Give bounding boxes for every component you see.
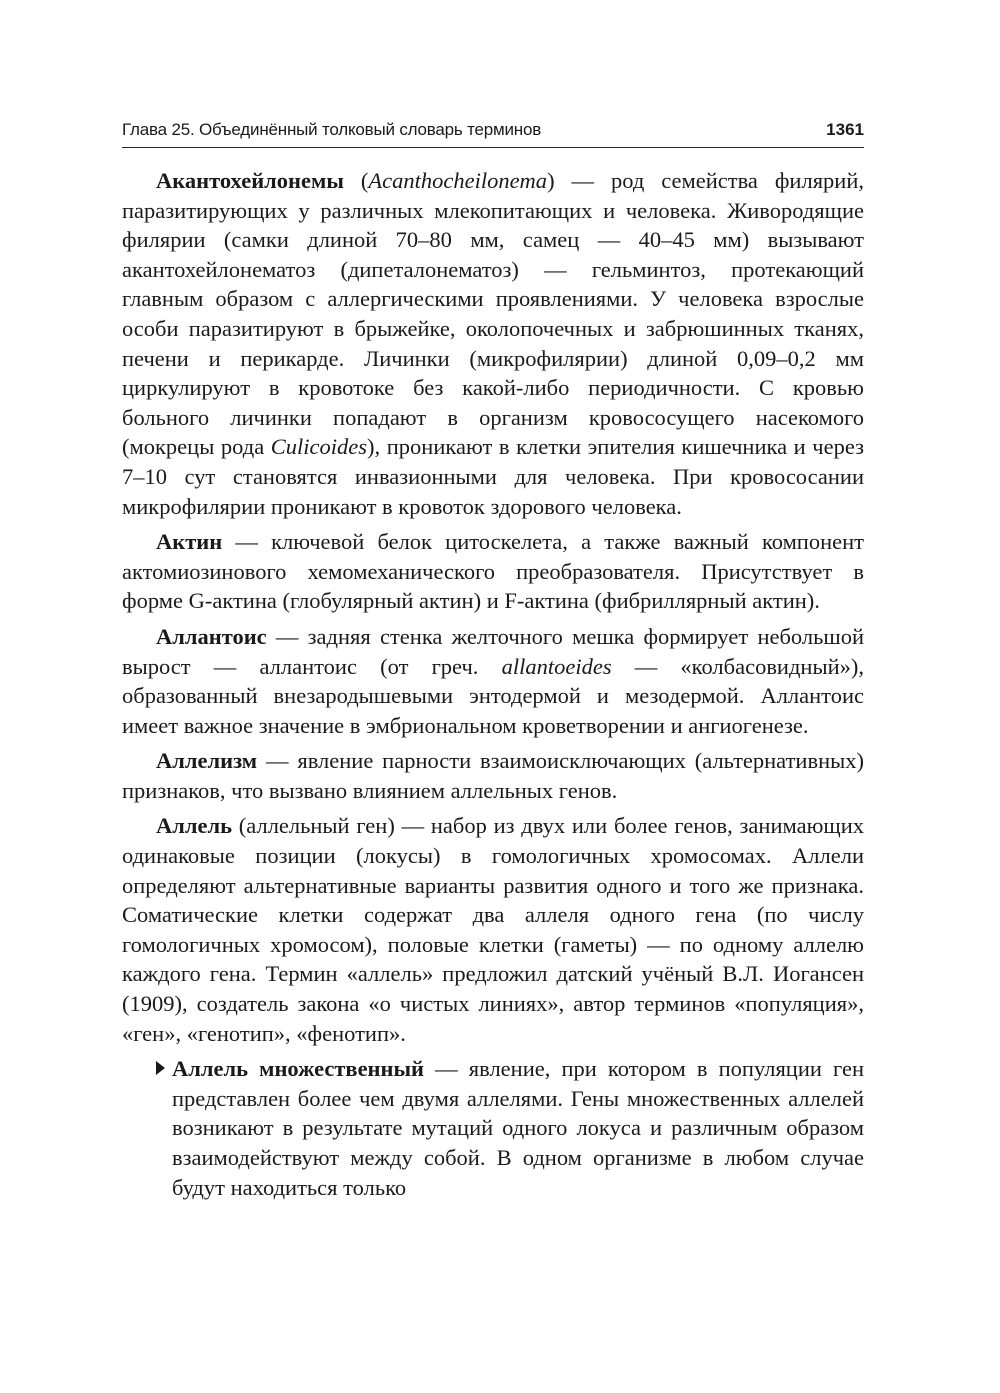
entry-allele — [122, 811, 864, 1048]
entry-term: Аллель — [156, 813, 233, 839]
latin-name: Acanthocheilonema — [368, 168, 548, 193]
sub-entry-content — [156, 1054, 864, 1202]
entry-text: ) — род семейства филярий, паразитирующих у различных млекопитающих и человека. Живородящие филярии (самки длиной 70–80 мм, самец — 40–45 мм) вызывают акантохейлонематоз (дипеталонематоз) — гельминтоз, протекающий главным образом с аллергическими проявлениями. У человека взрослые особи паразитируют в брыжейке, околопочечных и забрюшинных тканях, печени и перикарде. Личинки (микрофилярии) длиной 0,09–0,2 мм циркулируют в кровотоке без какой-либо периодичности. С кровью больного личинки попадают в организм кровососущего насекомого (мокрецы рода — [122, 168, 865, 460]
greek-word: allantoeides — [501, 653, 612, 679]
entry-term: Аллантоис — [156, 623, 267, 649]
entry-actin — [122, 527, 864, 616]
latin-genus: Culicoides — [270, 434, 368, 460]
entry-text: ), проникают в клетки эпителия кишечника и через 7–10 сут становятся инвазионными для человека. При кровососании микрофилярии проникают в кровоток здорового человека. — [122, 434, 865, 519]
page-number: 1361 — [826, 120, 864, 139]
entry-multiple-allele — [122, 1054, 864, 1202]
chapter-title: Глава 25. Объединённый толковый словарь терминов — [122, 120, 542, 139]
entry-text: ( — [343, 168, 369, 193]
entry-text: — ключевой белок цитоскелета, а также важный компонент актомиозинового хемомеханического преобразователя. Присутствует в форме G-актина (глобулярный актин) и F-актина (фибриллярный актин). — [122, 529, 864, 614]
entry-term: Аллелизм — [156, 748, 258, 774]
entry-text: — задняя стенка желточного мешка формирует небольшой вырост — аллантоис (от греч. — [122, 623, 864, 679]
page-body — [122, 166, 864, 1208]
entry-allelism — [122, 746, 864, 805]
entry-term: Акантохейлонемы — [156, 168, 344, 193]
entry-term: Актин — [156, 529, 223, 555]
entry-text: — явление, при котором в популяции ген представлен более чем двумя аллелями. Гены множественных аллелей возникают в результате мутаций одного локуса и различным образом взаимодействуют между собой. В одном организме в любом случае будут находиться только — [172, 1056, 864, 1200]
entry-acanthocheilonema — [122, 166, 864, 521]
entry-term: Аллель множественный — [172, 1056, 425, 1082]
entry-allantois — [122, 622, 864, 740]
entry-text: — «колбасовидный»), образованный внезародышевыми энтодермой и мезодермой. Аллантоис имеет важное значение в эмбриональном кроветворении и ангиогенезе. — [122, 653, 864, 738]
triangle-bullet-icon — [156, 1061, 165, 1075]
entry-text: — явление парности взаимоисключающих (альтернативных) признаков, что вызвано влиянием аллельных генов. — [122, 748, 864, 803]
running-header — [122, 117, 864, 148]
entry-text: (аллельный ген) — набор из двух или более генов, занимающих одинаковые позиции (локусы) в гомологичных хромосомах. Аллели определяют альтернативные варианты развития одного и того же признака. Соматические клетки содержат два аллеля одного гена (по числу гомологичных хромосом), половые клетки (гаметы) — по одному аллелю каждого гена. Термин «аллель» предложил датский учёный В.Л. Иогансен (1909), создатель закона «о чистых линиях», автор терминов «популяция», «ген», «генотип», «фенотип». — [122, 813, 864, 1046]
